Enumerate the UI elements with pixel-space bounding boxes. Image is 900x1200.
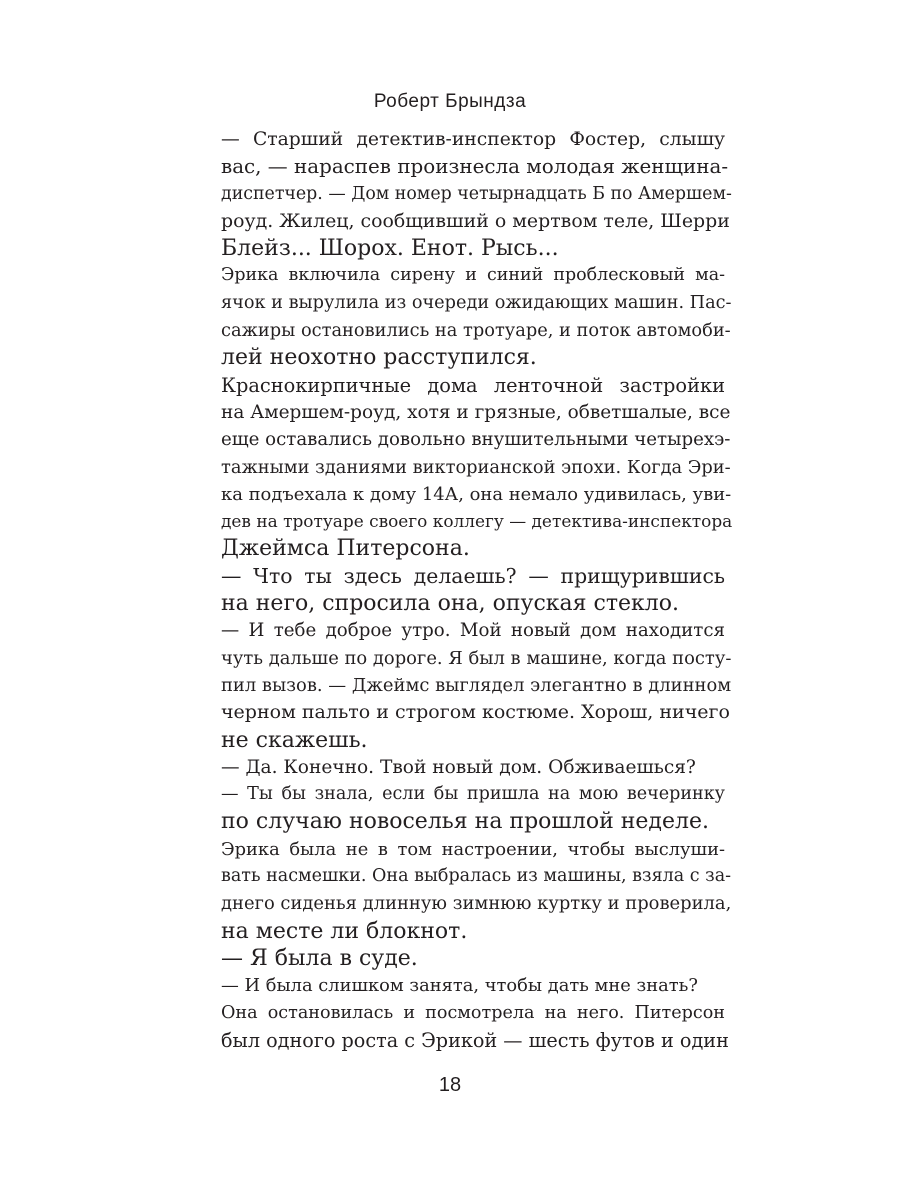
paragraph xyxy=(187,836,732,945)
text-line: был одного роста с Эрикой — шесть футов и один xyxy=(221,1028,729,1052)
paragraph xyxy=(187,262,732,371)
text-line: Эрика включила сирену и синий проблесковый ма- xyxy=(221,265,725,286)
paragraph xyxy=(187,1000,729,1055)
text-line: сажиры остановились на тротуаре, и поток автомоби- xyxy=(221,320,731,342)
paragraph xyxy=(187,126,732,262)
text-line: — Ты бы знала, если бы пришла на мою вечеринку xyxy=(221,784,725,805)
text-line: на него, спросила она, опуская стекло. xyxy=(221,591,679,617)
paragraph xyxy=(187,372,733,563)
text-line: ка подъехала к дому 14А, она немало удивилась, уви- xyxy=(221,483,732,505)
text-line: на месте ли блокнот. xyxy=(221,918,468,944)
text-line: не скажешь. xyxy=(221,727,368,753)
text-line: чуть дальше по дороге. Я был в машине, когда посту- xyxy=(221,647,732,669)
text-line: Эрика была не в том настроении, чтобы выслуши- xyxy=(221,838,725,860)
paragraph xyxy=(187,781,725,836)
text-line: — Да. Конечно. Твой новый дом. Обживаешься? xyxy=(221,756,696,778)
text-line: — Я была в суде. xyxy=(221,945,418,971)
text-line: Блейз... Шорох. Енот. Рысь... xyxy=(221,236,559,262)
text-line: вас, — нараспев произнесла молодая женщина- xyxy=(221,155,729,179)
text-line: черном пальто и строгом костюме. Хорош, ничего xyxy=(221,701,730,724)
text-line: на Амершем-роуд, хотя и грязные, обветшалые, все xyxy=(221,401,731,423)
text-line: днего сиденья длинную зимнюю куртку и проверила, xyxy=(221,893,732,915)
text-line: Она остановилась и посмотрела на него. Питерсон xyxy=(221,1002,725,1023)
running-head: Роберт Брындза xyxy=(373,91,527,112)
text-line: дев на тротуаре своего коллегу — детектива-инспектора xyxy=(221,511,733,532)
text-line: — И тебе доброе утро. Мой новый дом находится xyxy=(221,620,725,642)
text-line: роуд. Жилец, сообщивший о мертвом теле, Шерри xyxy=(221,209,730,232)
text-line: лей неохотно расступился. xyxy=(221,345,537,371)
text-line: — Старший детектив-инспектор Фостер, слышу xyxy=(221,129,725,150)
paragraph xyxy=(187,617,732,753)
paragraph xyxy=(187,945,725,972)
text-line: — Что ты здесь делаешь? — прищурившись xyxy=(221,563,725,588)
text-line: по случаю новоселья на прошлой неделе. xyxy=(221,809,709,835)
text-line: Джеймса Питерсона. xyxy=(221,536,470,562)
text-line: — И была слишком занята, чтобы дать мне знать? xyxy=(221,975,698,997)
paragraph xyxy=(187,972,725,999)
paragraph xyxy=(187,754,725,781)
text-line: Краснокирпичные дома ленточной застройки xyxy=(221,373,725,397)
text-line: пил вызов. — Джеймс выглядел элегантно в длинном xyxy=(221,674,732,696)
text-line: еще оставались довольно внушительными четырехэ- xyxy=(221,429,731,451)
body-text xyxy=(187,126,733,1054)
text-line: тажными зданиями викторианской эпохи. Когда Эри- xyxy=(221,456,731,478)
text-line: диспетчер. — Дом номер четырнадцать Б по Амершем- xyxy=(221,183,732,204)
page-number: 18 xyxy=(438,1074,462,1096)
text-line: вать насмешки. Она выбралась из машины, взяла с за- xyxy=(221,866,732,887)
text-line: ячок и вырулила из очереди ожидающих машин. Пас- xyxy=(221,292,732,313)
paragraph xyxy=(187,563,725,618)
